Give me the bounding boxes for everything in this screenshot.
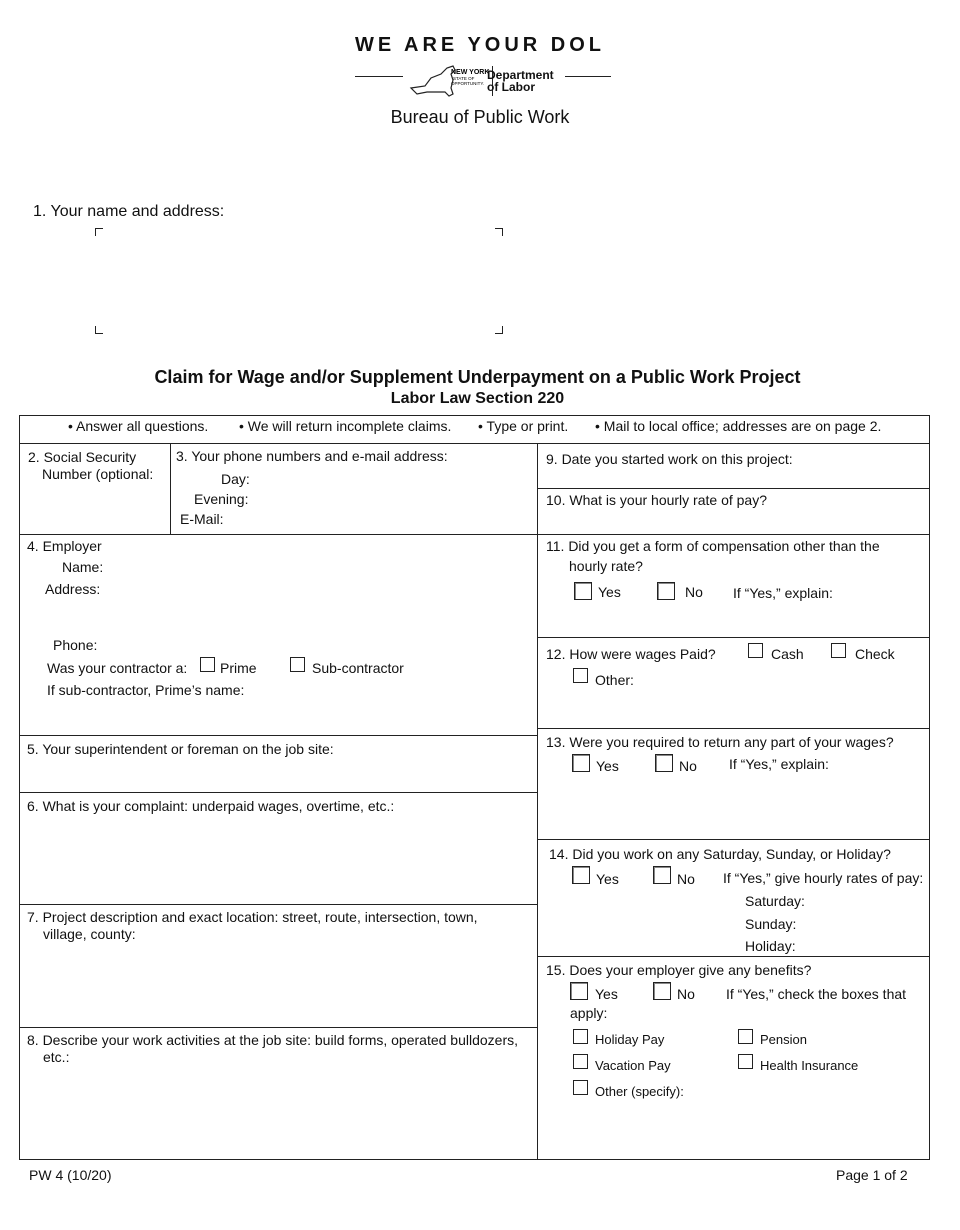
rule-left-2 xyxy=(20,735,537,736)
rule-right-4 xyxy=(537,728,929,729)
claim-form xyxy=(19,415,930,1160)
rule-left-3 xyxy=(20,792,537,793)
q15-explain-line1: If “Yes,” check the boxes that xyxy=(726,986,907,1002)
q15-label: 15. Does your employer give any benefits? xyxy=(546,962,812,978)
q11-label-line1: 11. Did you get a form of compensation other than the xyxy=(546,538,880,554)
vacation-pay-label: Vacation Pay xyxy=(595,1058,671,1073)
q13-label: 13. Were you required to return any part of your wages? xyxy=(546,734,894,750)
q3-email-label: E-Mail: xyxy=(180,511,224,527)
q14-holiday-label: Holiday: xyxy=(745,938,796,954)
logo-dept-line1: Department xyxy=(487,68,554,82)
bureau-name: Bureau of Public Work xyxy=(390,107,570,127)
q14-saturday-label: Saturday: xyxy=(745,893,805,909)
address-corner-tr xyxy=(495,228,503,236)
q7-label-line1: 7. Project description and exact location: street, route, intersection, town, xyxy=(27,909,478,925)
q15-yes-checkbox[interactable] xyxy=(570,982,588,1000)
cash-label: Cash xyxy=(771,646,804,662)
instruction-2: • We will return incomplete claims. xyxy=(239,418,452,434)
q6-label[interactable]: 6. What is your complaint: underpaid wages, overtime, etc.: xyxy=(27,798,395,814)
q14-no-label: No xyxy=(677,871,695,887)
address-corner-bl xyxy=(95,326,103,334)
instruction-3: • Type or print. xyxy=(478,418,569,434)
rule-left-5 xyxy=(20,1027,537,1028)
q13-yes-label: Yes xyxy=(596,758,619,774)
q11-yes-label: Yes xyxy=(598,584,621,600)
q13-explain-label: If “Yes,” explain: xyxy=(729,756,829,772)
pension-checkbox[interactable] xyxy=(738,1029,753,1044)
q8-label-line1: 8. Describe your work activities at the job site: build forms, operated bulldozers, xyxy=(27,1032,519,1048)
q11-no-checkbox[interactable] xyxy=(657,582,675,600)
q8-label-line2: etc.: xyxy=(43,1049,70,1065)
logo-rule-left xyxy=(355,76,403,77)
instruction-1: • Answer all questions. xyxy=(68,418,209,434)
form-id: PW 4 (10/20) xyxy=(29,1167,112,1183)
health-insurance-checkbox[interactable] xyxy=(738,1054,753,1069)
q14-label: 14. Did you work on any Saturday, Sunday, or Holiday? xyxy=(549,846,891,862)
logo-nys-line2: STATE OF xyxy=(453,76,475,81)
rule-q2-q3-divider xyxy=(170,443,171,534)
subcontractor-label: Sub-contractor xyxy=(312,660,404,676)
prime-checkbox[interactable] xyxy=(200,657,215,672)
address-corner-tl xyxy=(95,228,103,236)
q11-no-label: No xyxy=(685,584,703,600)
q11-label-line2: hourly rate? xyxy=(569,558,643,574)
rule-right-6 xyxy=(537,956,929,957)
q14-yes-checkbox[interactable] xyxy=(572,866,590,884)
q13-yes-checkbox[interactable] xyxy=(572,754,590,772)
logo-rule-right xyxy=(565,76,611,77)
q13-no-checkbox[interactable] xyxy=(655,754,673,772)
q11-explain-label: If “Yes,” explain: xyxy=(733,585,833,601)
vacation-pay-checkbox[interactable] xyxy=(573,1054,588,1069)
rule-left-1 xyxy=(20,534,537,535)
other-payment-checkbox[interactable] xyxy=(573,668,588,683)
q11-yes-checkbox[interactable] xyxy=(574,582,592,600)
check-checkbox[interactable] xyxy=(831,643,846,658)
q10-label[interactable]: 10. What is your hourly rate of pay? xyxy=(546,492,767,508)
q1-name-address-label: 1. Your name and address: xyxy=(33,203,225,220)
rule-instructions xyxy=(20,443,929,444)
holiday-pay-checkbox[interactable] xyxy=(573,1029,588,1044)
address-corner-br xyxy=(495,326,503,334)
q14-no-checkbox[interactable] xyxy=(653,866,671,884)
q12-label: 12. How were wages Paid? xyxy=(546,646,716,662)
instruction-4: • Mail to local office; addresses are on page 2. xyxy=(595,418,882,434)
other-payment-label: Other: xyxy=(595,672,634,688)
q4-prime-name-label: If sub-contractor, Prime’s name: xyxy=(47,682,245,698)
q3-day-label: Day: xyxy=(221,471,250,487)
q3-evening-label: Evening: xyxy=(194,491,249,507)
health-insurance-label: Health Insurance xyxy=(760,1058,859,1073)
pension-label: Pension xyxy=(760,1032,807,1047)
q4-address-label: Address: xyxy=(45,581,101,597)
q2-label-line1: 2. Social Security xyxy=(28,449,137,465)
q7-label-line2: village, county: xyxy=(43,926,136,942)
q14-sunday-label: Sunday: xyxy=(745,916,797,932)
q2-label-line2: Number (optional: xyxy=(42,466,154,482)
other-benefit-checkbox[interactable] xyxy=(573,1080,588,1095)
q15-yes-label: Yes xyxy=(595,986,618,1002)
q15-no-label: No xyxy=(677,986,695,1002)
other-benefit-label: Other (specify): xyxy=(595,1084,684,1099)
cash-checkbox[interactable] xyxy=(748,643,763,658)
rule-column-divider xyxy=(537,443,538,1159)
q15-no-checkbox[interactable] xyxy=(653,982,671,1000)
subcontractor-checkbox[interactable] xyxy=(290,657,305,672)
q14-yes-label: Yes xyxy=(596,871,619,887)
q13-no-label: No xyxy=(679,758,697,774)
holiday-pay-label: Holiday Pay xyxy=(595,1032,665,1047)
page-number: Page 1 of 2 xyxy=(836,1167,908,1183)
rule-right-2 xyxy=(537,534,929,535)
check-label: Check xyxy=(855,646,895,662)
q3-label: 3. Your phone numbers and e-mail address: xyxy=(176,448,448,464)
rule-right-1 xyxy=(537,488,929,489)
q4-contractor-question: Was your contractor a: xyxy=(47,660,188,676)
rule-left-4 xyxy=(20,904,537,905)
q4-phone-label: Phone: xyxy=(53,637,98,653)
prime-label: Prime xyxy=(220,660,257,676)
q15-explain-line2: apply: xyxy=(570,1005,608,1021)
q9-label[interactable]: 9. Date you started work on this project: xyxy=(546,451,793,467)
form-title: Claim for Wage and/or Supplement Underpayment on a Public Work Project xyxy=(154,367,801,387)
nys-dol-logo xyxy=(355,64,615,100)
q4-label: 4. Employer xyxy=(27,538,102,554)
rule-right-3 xyxy=(537,637,929,638)
form-subtitle: Labor Law Section 220 xyxy=(390,390,565,407)
dol-slogan: WE ARE YOUR DOL xyxy=(354,34,605,56)
logo-nys-line1: NEW YORK xyxy=(451,69,490,76)
q14-explain-label: If “Yes,” give hourly rates of pay: xyxy=(723,870,924,886)
q4-name-label: Name: xyxy=(62,559,104,575)
new-york-state-map-icon xyxy=(407,64,490,98)
rule-right-5 xyxy=(537,839,929,840)
logo-dept-line2: of Labor xyxy=(487,80,535,94)
logo-nys-line3: OPPORTUNITY. xyxy=(451,81,485,86)
q5-label[interactable]: 5. Your superintendent or foreman on the job site: xyxy=(27,741,334,757)
